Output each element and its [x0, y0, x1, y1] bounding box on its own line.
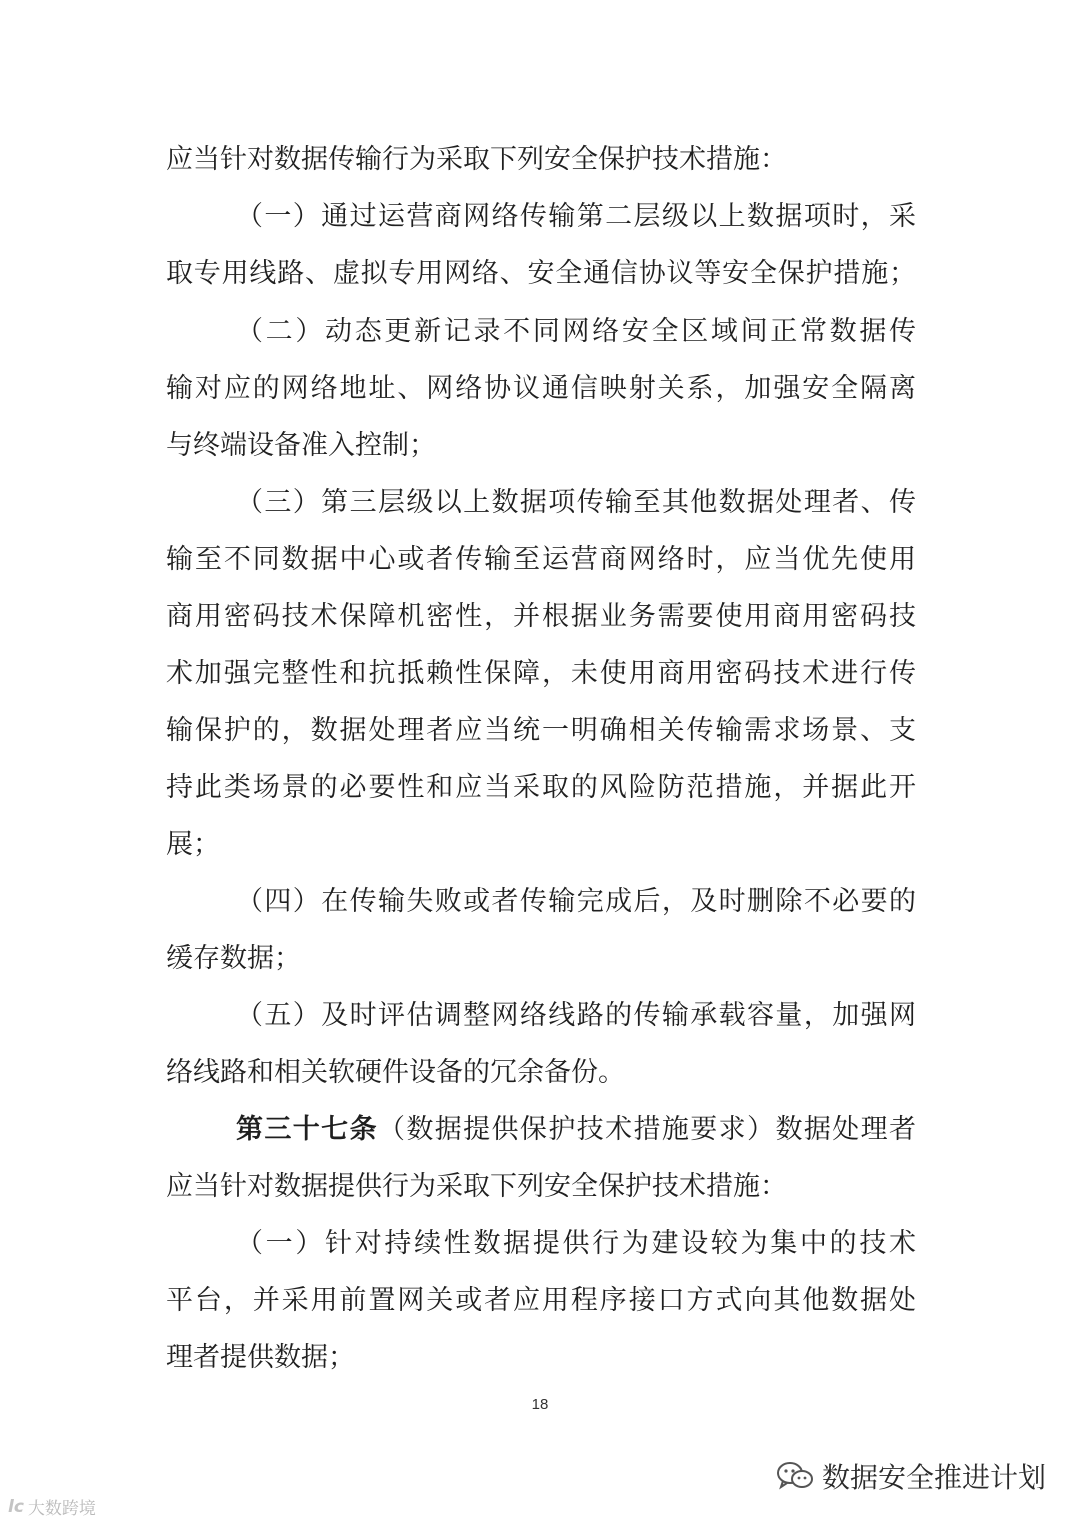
text-line: 缓存数据；	[166, 943, 301, 974]
text-line: 输至不同数据中心或者传输至运营商网络时，应当优先使用	[166, 544, 916, 575]
text-line: 与终端设备准入控制；	[166, 430, 436, 461]
text-line: 应当针对数据传输行为采取下列安全保护技术措施：	[166, 144, 787, 175]
account-watermark	[776, 1456, 1046, 1496]
text-line: 术加强完整性和抗抵赖性保障，未使用商用密码技术进行传	[166, 658, 916, 689]
text-line: 输对应的网络地址、网络协议通信映射关系，加强安全隔离	[166, 373, 916, 404]
account-name: 数据安全推进计划	[821, 1461, 1046, 1494]
text-line: 理者提供数据；	[166, 1342, 355, 1373]
page-number: 18	[531, 1396, 549, 1413]
article-line	[236, 1110, 916, 1150]
wechat-icon	[776, 1460, 814, 1492]
text-line: 商用密码技术保障机密性，并根据业务需要使用商用密码技	[166, 601, 916, 632]
site-watermark	[8, 1494, 96, 1519]
text-line: 络线路和相关软硬件设备的冗余备份。	[166, 1057, 625, 1088]
text-line: （四）在传输失败或者传输完成后，及时删除不必要的	[236, 886, 916, 917]
site-logo: lc	[8, 1496, 24, 1517]
text-line: （五）及时评估调整网络线路的传输承载容量，加强网	[236, 1000, 916, 1031]
text-line: 展；	[166, 829, 220, 860]
text-line: （一）通过运营商网络传输第二层级以上数据项时，采	[236, 201, 916, 232]
article-title: （数据提供保护技术措施要求）数据处理者	[377, 1114, 917, 1145]
text-line: （三）第三层级以上数据项传输至其他数据处理者、传	[236, 487, 916, 518]
text-line: （二）动态更新记录不同网络安全区域间正常数据传	[236, 316, 916, 347]
text-line: 应当针对数据提供行为采取下列安全保护技术措施：	[166, 1171, 787, 1202]
text-line: （一）针对持续性数据提供行为建设较为集中的技术	[236, 1228, 916, 1259]
text-line: 输保护的，数据处理者应当统一明确相关传输需求场景、支	[166, 715, 916, 746]
text-line: 平台，并采用前置网关或者应用程序接口方式向其他数据处	[166, 1285, 916, 1316]
text-line: 持此类场景的必要性和应当采取的风险防范措施，并据此开	[166, 772, 916, 803]
article-heading: 第三十七条	[236, 1114, 378, 1145]
text-line: 取专用线路、虚拟专用网络、安全通信协议等安全保护措施；	[166, 258, 916, 289]
site-name: 大数跨境	[27, 1499, 96, 1519]
